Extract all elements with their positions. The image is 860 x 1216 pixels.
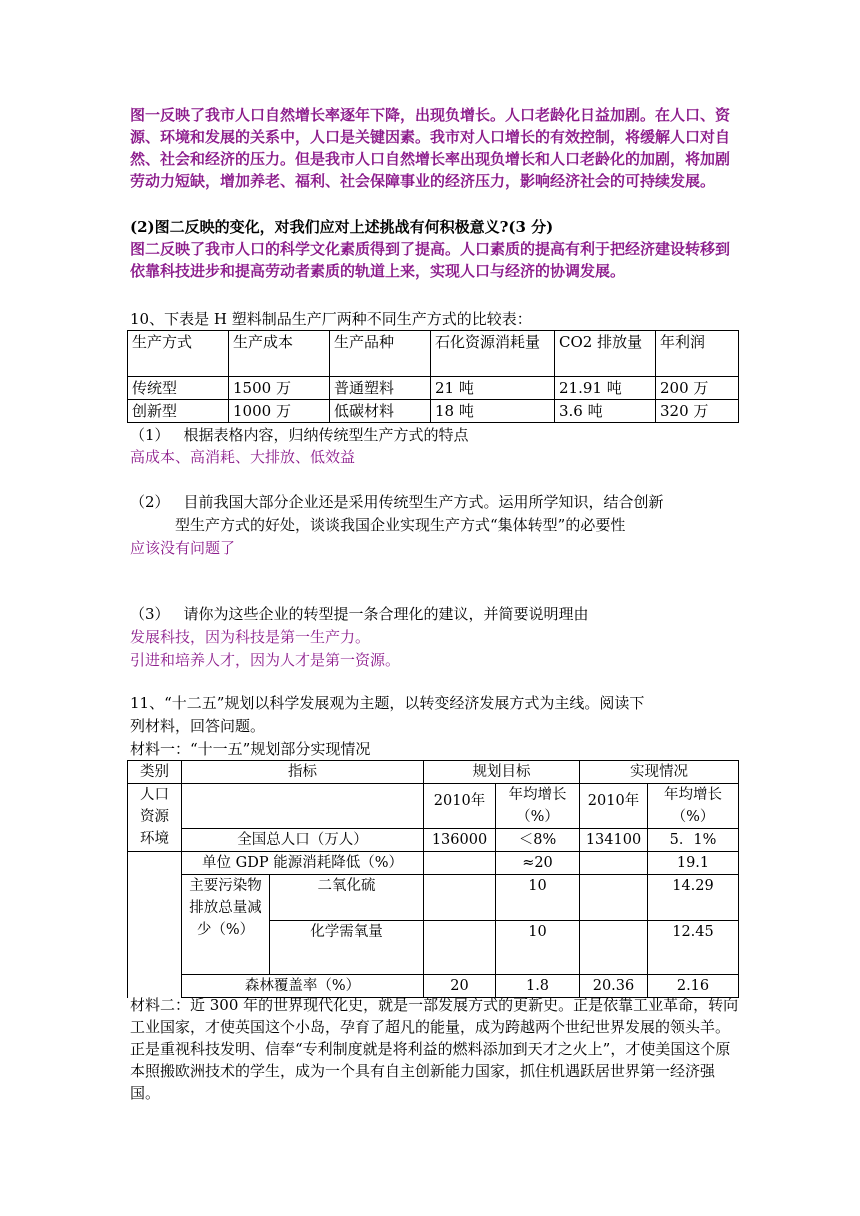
header-cell: CO2 排放量 (555, 331, 656, 377)
table-cell: 200 万 (656, 377, 739, 400)
table-cell: 二氧化硫 (270, 875, 424, 921)
table-cell: 21 吨 (431, 377, 555, 400)
table-row (128, 829, 739, 852)
table-cell: 传统型 (128, 377, 229, 400)
header-cell: 石化资源消耗量 (431, 331, 555, 377)
table-cell: 10 (496, 921, 580, 975)
table-subheader-row (128, 784, 739, 829)
header-cell: 年均增长（%） (496, 784, 580, 829)
table-cell (424, 921, 496, 975)
table-cell: 20.36 (580, 975, 648, 998)
table-cell: 19.1 (648, 852, 739, 875)
sub-question-number: （2） (130, 493, 170, 511)
table-cell: 12.45 (648, 921, 739, 975)
table-cell (580, 852, 648, 875)
question-2-text: (2)图二反映的变化，对我们应对上述挑战有何积极意义?(3 分) (130, 218, 554, 236)
table-cell: 14.29 (648, 875, 739, 921)
header-cell: 年均增长（%） (648, 784, 739, 829)
question-11-stem-line-2: 列材料，回答问题。 (130, 717, 266, 735)
table-cell: 10 (496, 875, 580, 921)
category-cell: 人口资源环境 (128, 784, 182, 852)
table-header-row (128, 761, 739, 784)
sub-question-text: 目前我国大部分企业还是采用传统型生产方式。运用所学知识，结合创新 (183, 493, 664, 511)
sub-question-text: 根据表格内容，归纳传统型生产方式的特点 (183, 426, 469, 444)
header-cell: 2010年 (424, 784, 496, 829)
table-cell: 2.16 (648, 975, 739, 998)
sub-question-text: 请你为这些企业的转型提一条合理化的建议，并简要说明理由 (183, 605, 589, 623)
table-cell: ≈20 (496, 852, 580, 875)
sub-question-1 (130, 424, 469, 446)
material-2-text: 材料二：近 300 年的世界现代化史，就是一部发展方式的更新史。正是依靠工业革命，转向工业国家，才使英国这个小岛，孕育了超凡的能量，成为跨越两个世纪世界发展的领头羊。正是重视科技发明、信奉“专利制度就是将利益的燃料添加到天才之火上”，才使美国这个原本照搬欧洲技术的学生，成为一个具有自主创新能力国家，抓住机遇跃居世界第一经济强国。 (130, 996, 739, 1102)
table-cell: 低碳材料 (330, 400, 431, 423)
sub-question-number: （3） (130, 605, 170, 623)
header-cell: 指标 (182, 761, 424, 784)
table-cell: 创新型 (128, 400, 229, 423)
pollutant-label-cell: 主要污染物排放总量减少（%） (182, 875, 270, 975)
table-cell (424, 875, 496, 921)
table-cell: 136000 (424, 829, 496, 852)
sub-question-2 (130, 491, 664, 513)
table-row (128, 852, 739, 875)
table-cell: 21.91 吨 (555, 377, 656, 400)
empty-cell (182, 784, 424, 829)
table-cell (424, 852, 496, 875)
header-cell: 生产品种 (330, 331, 431, 377)
question-10-stem: 10、下表是 H 塑料制品生产厂两种不同生产方式的比较表： (130, 310, 532, 328)
answer-q1-text: 图一反映了我市人口自然增长率逐年下降，出现负增长。人口老龄化日益加剧。在人口、资源、环境和发展的关系中，人口是关键因素。我市对人口增长的有效控制，将缓解人口对自然、社会和经济的压力。但是我市人口自然增长率出现负增长和人口老龄化的加剧，将加剧劳动力短缺，增加养老、福利、社会保障事业的经济压力，影响经济社会的可持续发展。 (130, 106, 731, 190)
answer-sub-1: 高成本、高消耗、大排放、低效益 (130, 448, 356, 466)
eleventh-five-year-plan-table (127, 760, 739, 998)
question-11-stem-line-1: 11、“十二五”规划以科学发展观为主题，以转变经济发展方式为主线。阅读下 (130, 694, 645, 712)
table-cell: 320 万 (656, 400, 739, 423)
table-cell: 1.8 (496, 975, 580, 998)
sub-question-3 (130, 603, 589, 625)
header-cell: 规划目标 (424, 761, 580, 784)
table-cell: 18 吨 (431, 400, 555, 423)
answer-sub-2: 应该没有问题了 (130, 539, 236, 557)
table-cell: 20 (424, 975, 496, 998)
header-cell: 年利润 (656, 331, 739, 377)
answer-sub-3-line-1: 发展科技，因为科技是第一生产力。 (130, 628, 371, 646)
table-cell: 134100 (580, 829, 648, 852)
production-comparison-table (127, 330, 739, 423)
answer-sub-3-line-2: 引进和培养人才，因为人才是第一资源。 (130, 651, 401, 669)
table-cell: 5．1% (648, 829, 739, 852)
empty-cell (128, 852, 182, 998)
table-header-row (128, 331, 739, 377)
header-cell: 生产方式 (128, 331, 229, 377)
table-cell: ＜8% (496, 829, 580, 852)
table-cell: 化学需氧量 (270, 921, 424, 975)
table-cell: 森林覆盖率（%） (182, 975, 424, 998)
table-cell (580, 875, 648, 921)
table-row (128, 400, 739, 423)
table-cell: 普通塑料 (330, 377, 431, 400)
header-cell: 实现情况 (580, 761, 739, 784)
sub-question-number: （1） (130, 426, 170, 444)
header-cell: 类别 (128, 761, 182, 784)
sub-question-2-continued: 型生产方式的好处，谈谈我国企业实现生产方式“集体转型”的必要性 (175, 516, 626, 534)
table-cell (580, 921, 648, 975)
table-row (128, 875, 739, 921)
table-cell: 全国总人口（万人） (182, 829, 424, 852)
answer-q2-text: 图二反映了我市人口的科学文化素质得到了提高。人口素质的提高有利于把经济建设转移到依靠科技进步和提高劳动者素质的轨道上来，实现人口与经济的协调发展。 (130, 240, 731, 280)
table-cell: 1500 万 (229, 377, 330, 400)
header-cell: 生产成本 (229, 331, 330, 377)
header-cell: 2010年 (580, 784, 648, 829)
table-cell: 1000 万 (229, 400, 330, 423)
table-cell: 3.6 吨 (555, 400, 656, 423)
table-row (128, 377, 739, 400)
material-1-title: 材料一：“十一五”规划部分实现情况 (130, 740, 371, 758)
table-cell: 单位 GDP 能源消耗降低（%） (182, 852, 424, 875)
